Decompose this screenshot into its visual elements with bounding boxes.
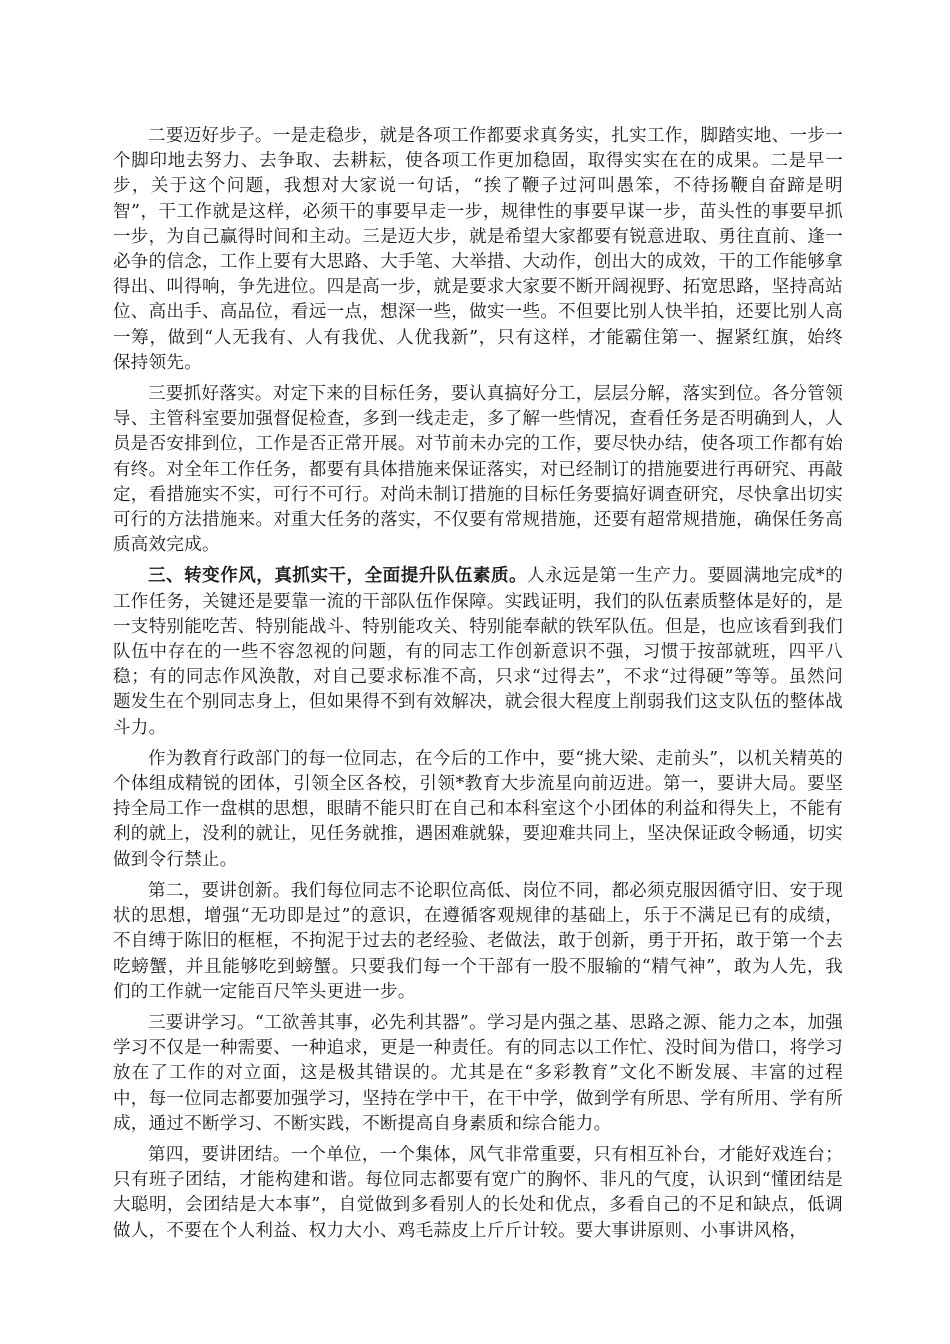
paragraph-text: 第四，要讲团结。一个单位，一个集体，风气非常重要，只有相互补台，才能好戏连台；只有班子团结，才能构建和谐。每位同志都要有宽广的胸怀、非凡的气度，认识到“懂团结是大聪明，会团结是大本事”，自觉做到多看别人的长处和优点，多看自己的不足和缺点，低调做人，不要在个人利益、权力大小、鸡毛蒜皮上斤斤计较。要大事讲原则、小事讲风格， <box>113 1144 843 1241</box>
paragraph-innovation <box>113 879 843 1005</box>
paragraph-overall-situation <box>113 747 843 873</box>
paragraph-text: 第二，要讲创新。我们每位同志不论职位高低、岗位不同，都必须克服因循守旧、安于现状的思想，增强“无功即是过”的意识，在遵循客观规律的基础上，乐于不满足已有的成绩，不自缚于陈旧的框框，不拘泥于过去的老经验、老做法，敢于创新，勇于开拓，敢于第一个去吃螃蟹，并且能够吃到螃蟹。只要我们每一个干部有一股不服输的“精气神”，敢为人先，我们的工作就一定能百尺竿头更进一步。 <box>113 880 843 1002</box>
paragraph-text: 三要讲学习。“工欲善其事，必先利其器”。学习是内强之基、思路之源、能力之本，加强学习不仅是一种需要、一种追求，更是一种责任。有的同志以工作忙、没时间为借口，将学习放在了工作的对立面，这是极其错误的。尤其是在“多彩教育”文化不断发展、丰富的过程中，每一位同志都要加强学习，坚持在学中干，在干中学，做到学有所思、学有所用、学有所成，通过不断学习、不断实践，不断提高自身素质和综合能力。 <box>113 1012 843 1134</box>
paragraph-text: 二要迈好步子。一是走稳步，就是各项工作都要求真务实，扎实工作，脚踏实地、一步一个脚印地去努力、去争取、去耕耘，使各项工作更加稳固，取得实实在在的成果。二是早一步，关于这个问题，我想对大家说一句话，“挨了鞭子过河叫愚笨，不待扬鞭自奋蹄是明智”，干工作就是这样，必须干的事要早走一步，规律性的事要早谋一步，苗头性的事要早抓一步，为自己赢得时间和主动。三是迈大步，就是希望大家都要有锐意进取、勇往直前、逢一必争的信念，工作上要有大思路、大手笔、大举措、大动作，创出大的成效，干的工作能够拿得出、叫得响，争先进位。四是高一步，就是要求大家要不断开阔视野、拓宽思路，坚持高站位、高出手、高品位，看远一点，想深一些，做实一些。不但要比别人快半拍，还要比别人高一筹，做到“人无我有、人有我优、人优我新”，只有这样，才能霸住第一、握紧红旗，始终保持领先。 <box>113 126 843 373</box>
paragraph-text: 三要抓好落实。对定下来的目标任务，要认真搞好分工，层层分解，落实到位。各分管领导、主管科室要加强督促检查，多到一线走走，多了解一些情况，查看任务是否明确到人，人员是否安排到位，工作是否正常开展。对节前未办完的工作，要尽快办结，使各项工作都有始有终。对全年工作任务，都要有具体措施来保证落实，对已经制订的措施要进行再研究、再敲定，看措施实不实，可行不可行。对尚未制订措施的目标任务要搞好调查研究，尽快拿出切实可行的方法措施来。对重大任务的落实，不仅要有常规措施，还要有超常规措施，确保任务高质高效完成。 <box>113 384 843 556</box>
document-page <box>113 124 843 1248</box>
paragraph-implementation <box>113 382 843 558</box>
paragraph-learning <box>113 1011 843 1137</box>
paragraph-stride <box>113 124 843 376</box>
paragraph-section-three <box>113 564 843 740</box>
paragraph-text: 人永远是第一生产力。要圆满地完成*的工作任务，关键还是要靠一流的干部队伍作保障。实践证明，我们的队伍素质整体是好的，是一支特别能吃苦、特别能战斗、特别能攻关、特别能奉献的铁军队伍。但是，也应该看到我们队伍中存在的一些不容忽视的问题，有的同志工作创新意识不强，习惯于按部就班，四平八稳；有的同志作风涣散，对自己要求标准不高，只求“过得去”，不求“过得硬”等等。虽然问题发生在个别同志身上，但如果得不到有效解决，就会很大程度上削弱我们这支队伍的整体战斗力。 <box>113 566 843 738</box>
section-heading: 三、转变作风，真抓实干，全面提升队伍素质。 <box>148 566 528 587</box>
paragraph-unity <box>113 1143 843 1244</box>
paragraph-text: 作为教育行政部门的每一位同志，在今后的工作中，要“挑大梁、走前头”，以机关精英的个体组成精锐的团体，引领全区各校，引领*教育大步流星向前迈进。第一，要讲大局。要坚持全局工作一盘棋的思想，眼睛不能只盯在自己和本科室这个小团体的利益和得失上，不能有利的就上，没利的就让，见任务就推，遇困难就躲，要迎难共同上，坚决保证政令畅通，切实做到令行禁止。 <box>113 748 843 870</box>
